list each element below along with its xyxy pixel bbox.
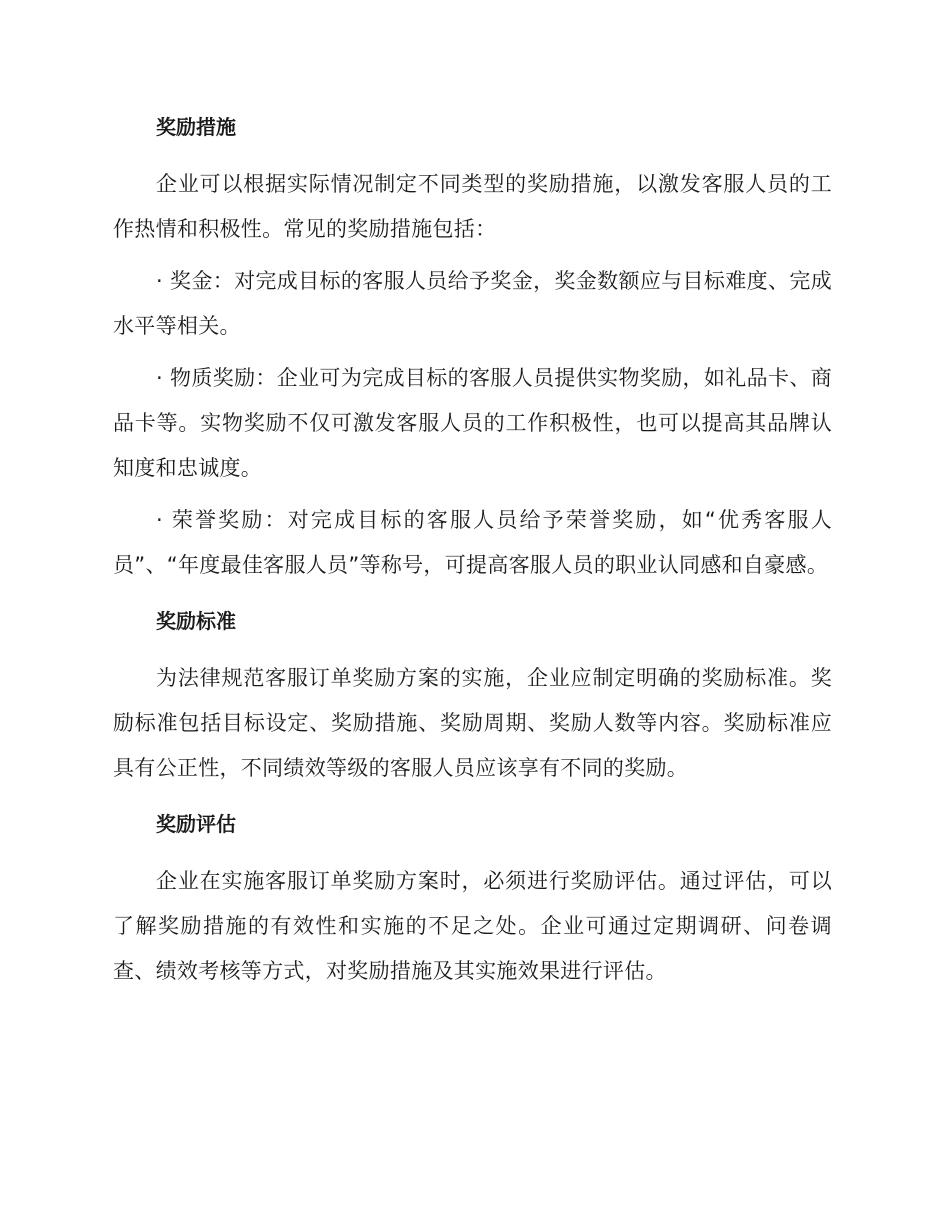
paragraph-material-reward: · 物质奖励：企业可为完成目标的客服人员提供实物奖励，如礼品卡、商品卡等。实物奖励不仅可激发客服人员的工作积极性，也可以提高其品牌认知度和忠诚度。: [113, 366, 832, 480]
paragraph-honor-reward: · 荣誉奖励：对完成目标的客服人员给予荣誉奖励，如“优秀客服人员”、“年度最佳客服人员”等称号，可提高客服人员的职业认同感和自豪感。: [113, 508, 832, 577]
paragraph-bonus: · 奖金：对完成目标的客服人员给予奖金，奖金数额应与目标难度、完成水平等相关。: [113, 269, 832, 338]
section-heading-reward-standards: 奖励标准: [156, 609, 236, 633]
paragraph-reward-measures-intro: 企业可以根据实际情况制定不同类型的奖励措施，以激发客服人员的工作热情和积极性。常见的奖励措施包括：: [113, 172, 832, 241]
paragraph-reward-evaluation: 企业在实施客服订单奖励方案时，必须进行奖励评估。通过评估，可以了解奖励措施的有效性和实施的不足之处。企业可通过定期调研、问卷调查、绩效考核等方式，对奖励措施及其实施效果进行评估。: [113, 869, 832, 983]
section-heading-reward-evaluation: 奖励评估: [156, 812, 236, 836]
section-heading-reward-measures: 奖励措施: [156, 115, 236, 139]
paragraph-reward-standards: 为法律规范客服订单奖励方案的实施，企业应制定明确的奖励标准。奖励标准包括目标设定、奖励措施、奖励周期、奖励人数等内容。奖励标准应具有公正性，不同绩效等级的客服人员应该享有不同的奖励。: [113, 666, 832, 780]
